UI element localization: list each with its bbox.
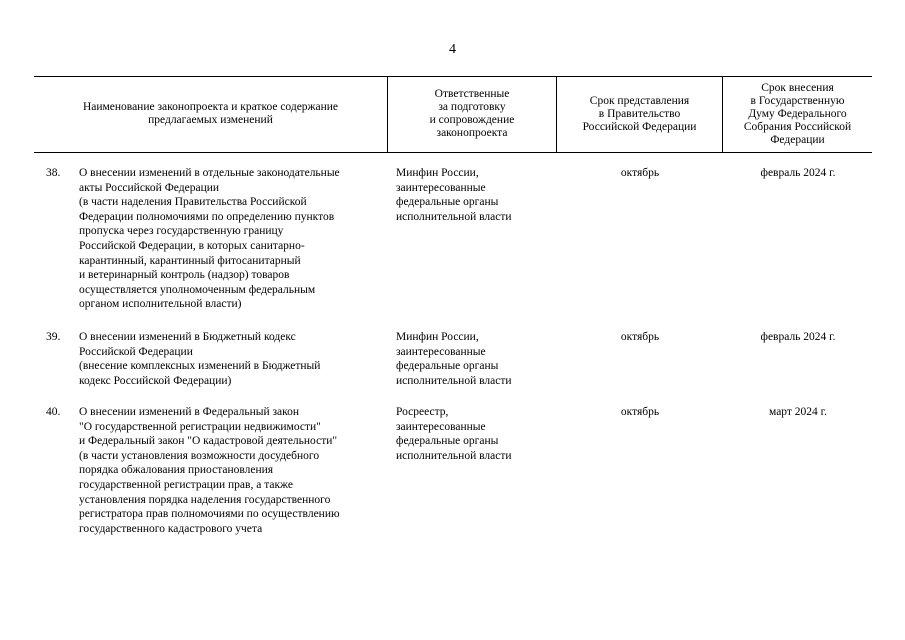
header-duma-column: [723, 76, 872, 152]
row-duma-date: март 2024 г.: [769, 406, 827, 418]
title-line: акты Российской Федерации: [79, 181, 220, 194]
header-duma-line: Думу Федерального: [748, 107, 847, 120]
title-line: осуществляется уполномоченным федеральным: [79, 283, 316, 296]
table-header-bottom-border: [34, 152, 872, 153]
responsible-line: федеральные органы: [396, 435, 499, 448]
row-duma-date: февраль 2024 г.: [760, 331, 836, 343]
responsible-line: федеральные органы: [396, 196, 499, 209]
title-line: О внесении изменений в отдельные законодательные: [79, 167, 340, 179]
row-submission-date: октябрь: [620, 167, 660, 179]
responsible-line: федеральные органы: [396, 360, 499, 373]
row-responsible: [396, 166, 546, 224]
header-submission-line: Российской Федерации: [582, 120, 697, 133]
title-line: (в части установления возможности досудебного: [79, 449, 320, 462]
responsible-line: Росреестр,: [396, 406, 449, 418]
row-responsible: [396, 405, 546, 463]
responsible-line: исполнительной власти: [396, 374, 512, 387]
row-number: 40.: [46, 406, 61, 418]
responsible-line: исполнительной власти: [396, 210, 512, 223]
title-line: пропуска через государственную границу: [79, 225, 284, 238]
responsible-line: заинтересованные: [396, 181, 486, 194]
row-title: [79, 405, 384, 536]
title-line: кодекс Российской Федерации): [79, 374, 232, 387]
header-title-line: предлагаемых изменений: [148, 114, 273, 126]
title-line: (внесение комплексных изменений в Бюджетный: [79, 360, 321, 373]
row-number: 38.: [46, 167, 61, 179]
title-line: и Федеральный закон "О кадастровой деятельности": [79, 435, 338, 448]
page-number: 4: [449, 42, 456, 57]
header-responsible-line: и сопровождение: [429, 114, 515, 126]
row-submission-date: октябрь: [620, 331, 660, 343]
header-responsible-line: Ответственные: [434, 88, 510, 100]
responsible-line: Минфин России,: [396, 331, 479, 343]
title-line: государственной регистрации прав, а также: [79, 478, 293, 491]
responsible-line: исполнительной власти: [396, 449, 512, 462]
header-duma-line: Федерации: [770, 133, 825, 146]
responsible-line: Минфин России,: [396, 167, 479, 179]
header-submission-column: [557, 76, 722, 152]
row-title: [79, 330, 384, 388]
header-duma-line: Срок внесения: [761, 81, 834, 94]
title-line: (в части наделения Правительства Российской: [79, 196, 307, 209]
header-responsible-column: [388, 76, 556, 152]
title-line: Российской Федерации: [79, 345, 193, 358]
title-line: порядка обжалования приостановления: [79, 464, 274, 477]
header-title-column: [34, 76, 387, 152]
title-line: органом исполнительной власти): [79, 298, 242, 311]
header-responsible-line: законопроекта: [436, 127, 508, 139]
row-number: 39.: [46, 331, 61, 343]
header-duma-line: в Государственную: [750, 94, 845, 107]
title-line: карантинный, карантинный фитосанитарный: [79, 254, 301, 267]
title-line: Федерации полномочиями по определению пунктов: [79, 210, 335, 223]
header-submission-line: Срок представления: [589, 94, 690, 107]
header-responsible-line: за подготовку: [438, 101, 506, 113]
row-submission-date: октябрь: [620, 406, 660, 418]
title-line: О внесении изменений в Федеральный закон: [79, 406, 300, 418]
row-title: [79, 166, 384, 312]
responsible-line: заинтересованные: [396, 420, 486, 433]
title-line: регистратора прав полномочиями по осуществлению: [79, 508, 340, 521]
header-title-line: Наименование законопроекта и краткое содержание: [82, 101, 339, 113]
title-line: и ветеринарный контроль (надзор) товаров: [79, 269, 290, 282]
title-line: О внесении изменений в Бюджетный кодекс: [79, 331, 296, 343]
title-line: государственного кадастрового учета: [79, 522, 263, 535]
responsible-line: заинтересованные: [396, 345, 486, 358]
header-submission-line: в Правительство: [598, 107, 681, 120]
title-line: "О государственной регистрации недвижимости": [79, 420, 321, 433]
header-duma-line: Собрания Российской: [743, 120, 852, 133]
title-line: установления порядка наделения государственного: [79, 493, 331, 506]
row-responsible: [396, 330, 546, 388]
row-duma-date: февраль 2024 г.: [760, 167, 836, 179]
title-line: Российской Федерации, в которых санитарно-: [79, 239, 305, 252]
